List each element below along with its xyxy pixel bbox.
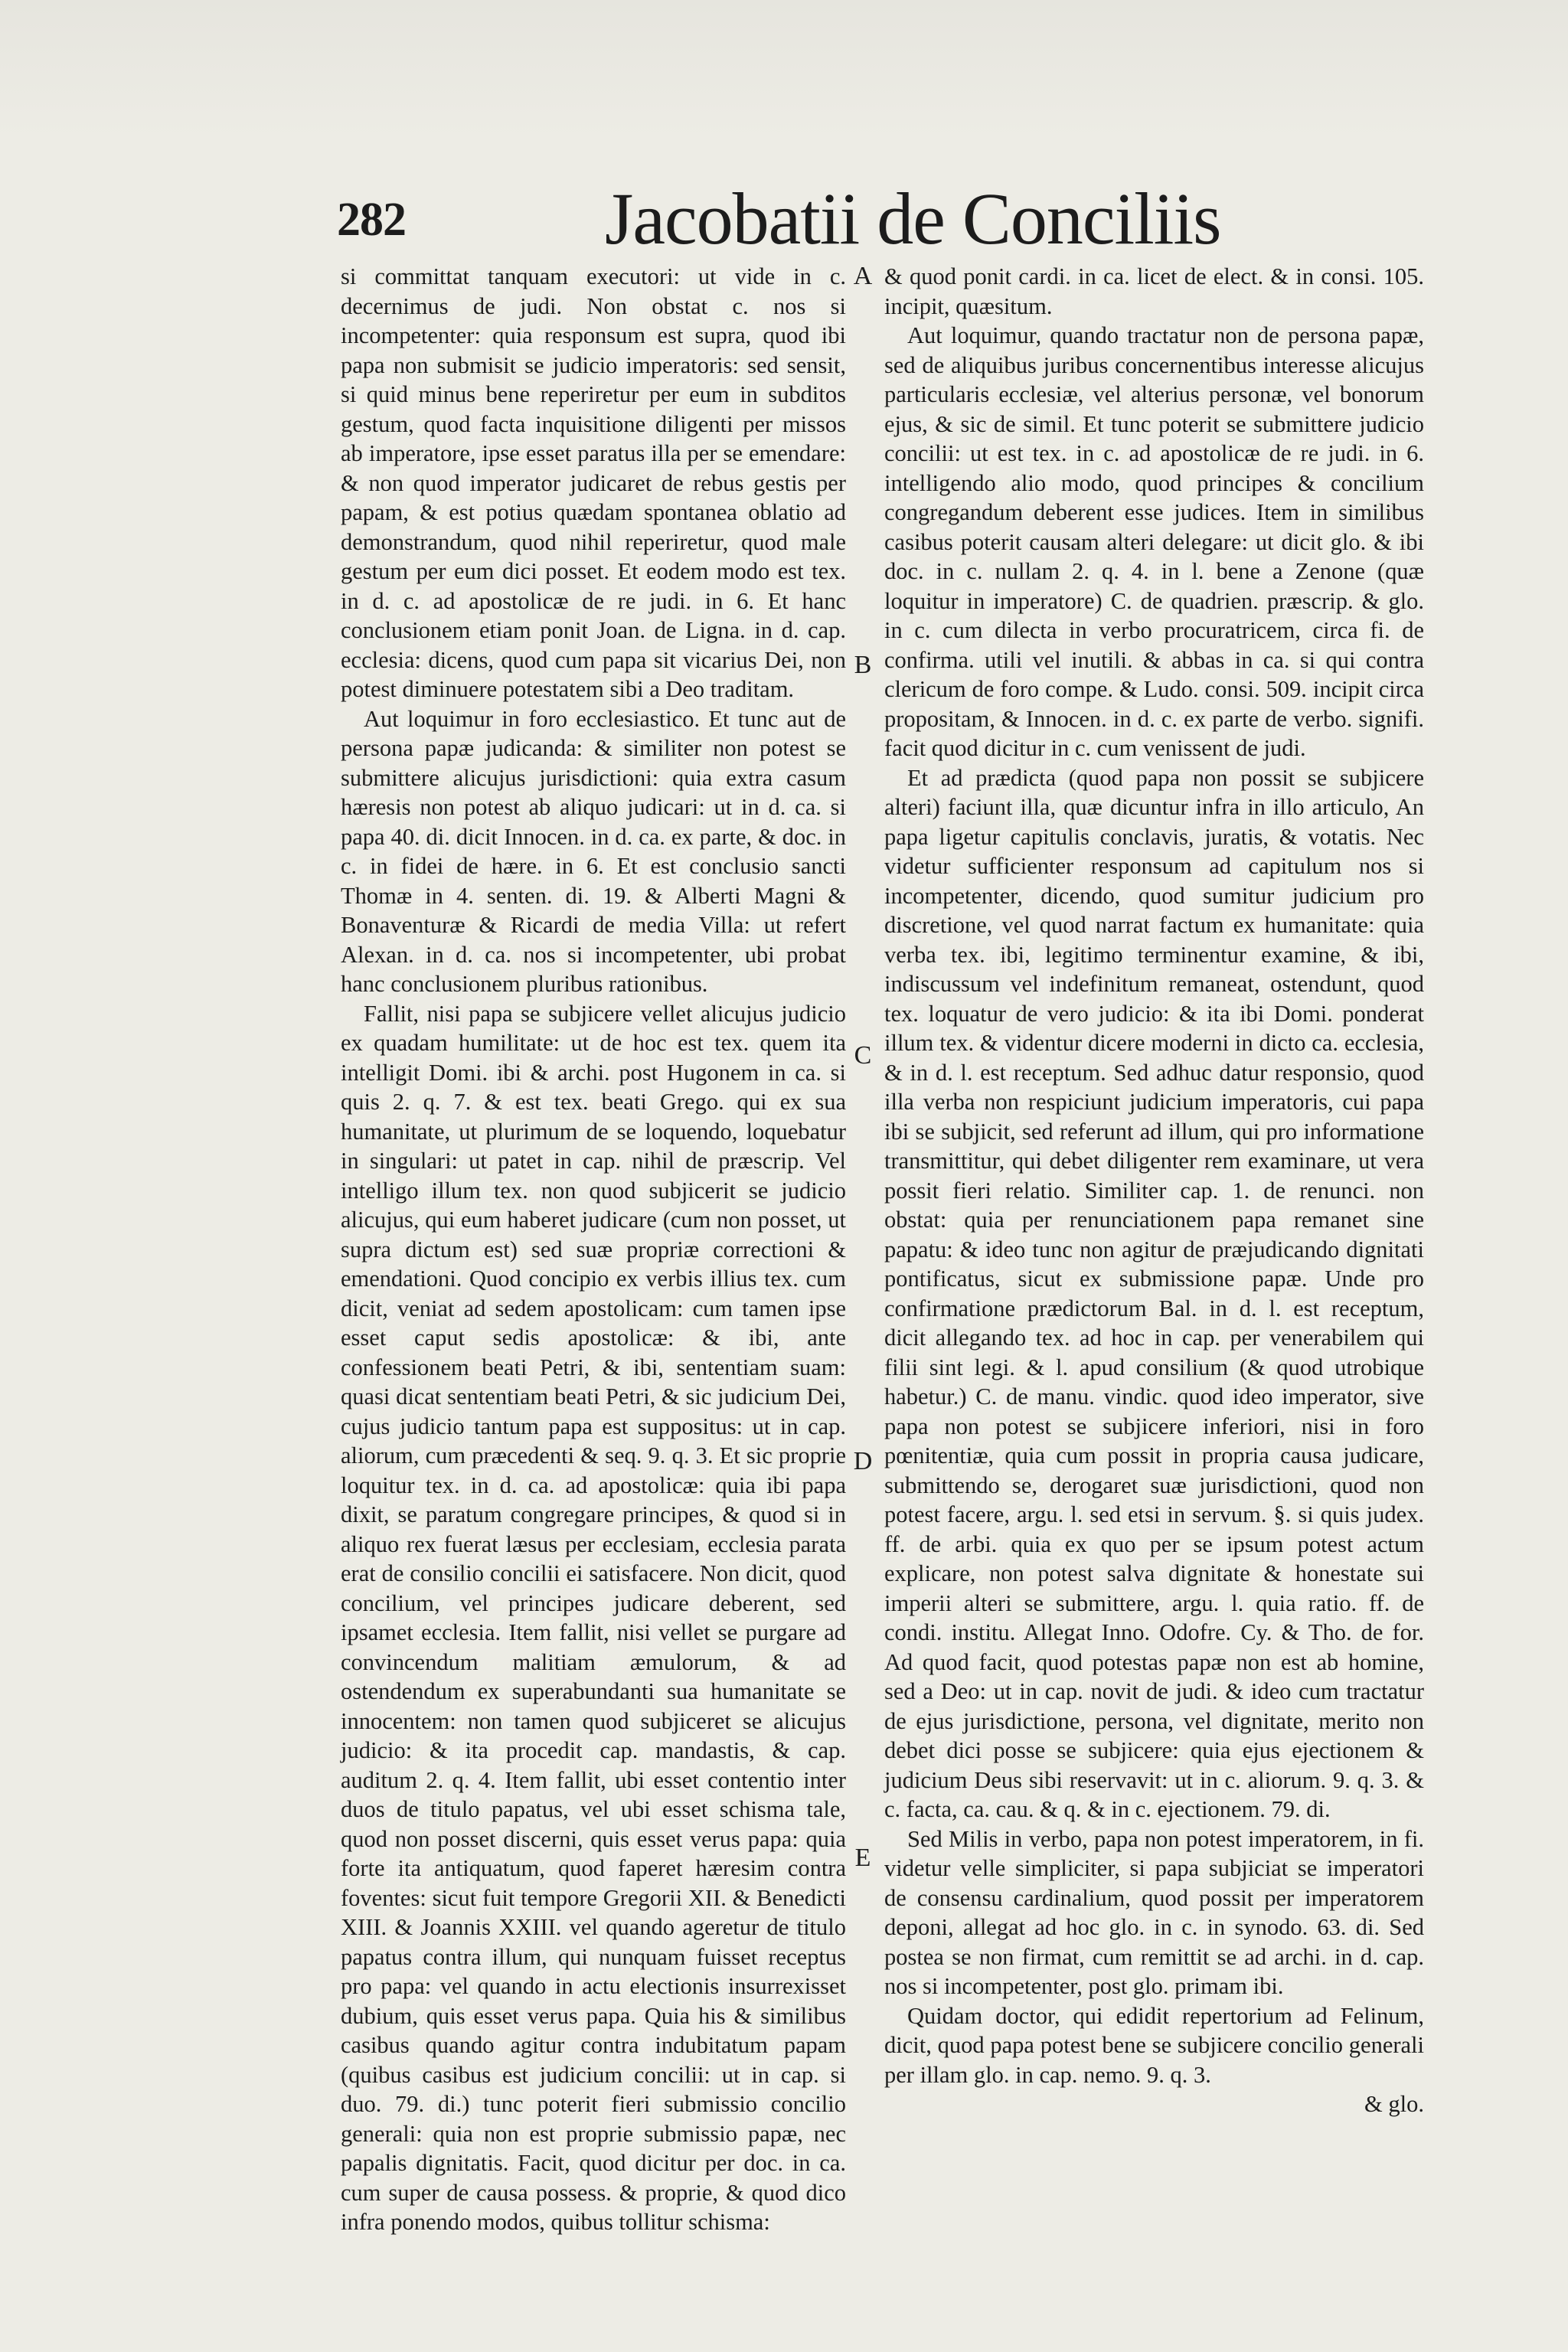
paragraph: Et ad prædicta (quod papa non possit se subjicere alteri) faciunt illa, quæ dicuntur infra in illo articulo, An papa ligetur capitulis conclavis, juratis, & votatis. Nec videtur sufficienter responsum ad capitulum nos si incompetenter, dicendo, quod sumitur judicium pro discretione, vel quod narrat factum ex humanitate: quia verba tex. ibi, legitimo terminentur examine, & ibi, indiscussum vel indefinitum remaneat, ostendunt, quod tex. loquatur de vero judicio: & ita ibi Domi. ponderat illum tex. & videntur dicere moderni in dicto ca. ecclesia, & in d. l. est receptum. Sed adhuc datur responsio, quod illa verba non respiciunt judicium imperatoris, cui papa ibi se subjicit, sed referunt ad illum, qui pro informatione transmittitur, qui debet diligenter rem examinare, ut vera possit fieri relatio. Similiter cap. 1. de renunci. non obstat: quia per renunciationem papa remanet sine papatu: & ideo tunc non agitur de præjudicando dignitati pontificatus, sicut ex submissione papæ. Unde pro confirmatione prædictorum Bal. in d. l. est receptum, dicit allegando tex. ad hoc in cap. per venerabilem qui filii sint legi. & l. apud consilium (& quod utrobique habetur.) C. de manu. vindic. quod ideo imperator, sive papa non potest se subjicere inferiori, nisi in foro pœnitentiæ, quia cum possit in propria causa judicare, submittendo se, derogaret suæ jurisdictioni, quod non potest facere, argu. l. sed etsi in servum. §. si quis judex. ff. de arbi. quia ex quo per se ipsum potest actum explicare, non potest salva dignitate & honestate sui imperii alteri se submittere, argu. l. quia ratio. ff. de condi. institu. Allegat Inno. Odofre. Cy. & Tho. de for. Ad quod facit, quod potestas papæ non est ab homine, sed a Deo: ut in cap. novit de judi. & ideo cum tractatur de ejus jurisdictione, persona, vel dignitate, merito non debet dici posse se subjicere: quia ejus ejectionem & judicium Deus sibi reservavit: ut in c. aliorum. 9. q. 3. & c. facta, ca. cau. & q. & in c. ejectionem. 79. di.: [884, 764, 1424, 1822]
paragraph: Aut loquimur, quando tractatur non de persona papæ, sed de aliquibus juribus concernentibus interesse alicujus particularis ecclesiæ, vel alterius personæ, vel bonorum ejus, & sic de simil. Et tunc poterit se submittere judicio concilii: ut est tex. in c. ad apostolicæ de re judi. in 6. intelligendo alio modo, quod principes & concilium congregandum deberent esse judices. Item in similibus casibus poterit causam alteri delegare: ut dicit glo. & ibi doc. in c. nullam 2. q. 4. in l. bene a Zenone (quæ loquitur in imperatore) C. de quadrien. præscrip. & glo. in c. cum dilecta in verbo procuratricem, circa fi. de confirma. utili vel inutili. & abbas in ca. si qui contra clericum de foro compe. & Ludo. consi. 509. incipit circa propositam, & Innocen. in d. c. ex parte de verbo. signifi. facit quod dicitur in c. cum venissent de judi.: [884, 322, 1424, 761]
paragraph: si committat tanquam executori: ut vide in c. decernimus de judi. Non obstat c. nos si incompetenter: quia responsum est supra, quod ibi papa non submisit se judicio imperatoris: sed sensit, si quid minus bene reperiretur per eum in subditos gestum, quod facta inquisitione diligenti per missos ab imperatore, ipse esset paratus illa per se emendare: & non quod imperator judicaret de rebus gestis per papam, & est potius quædam spontanea oblatio ad demonstrandum, quod nihil reperiretur, quod male gestum per eum dici posset. Et eodem modo est tex. in d. c. ad apostolicæ de re judi. in 6. Et hanc conclusionem etiam ponit Joan. de Ligna. in d. cap. ecclesia: dicens, quod cum papa sit vicarius Dei, non potest diminuere potestatem sibi a Deo traditam.: [341, 263, 846, 702]
margin-marker-a: A: [853, 262, 873, 290]
margin-marker-e: E: [854, 1844, 871, 1872]
running-title: Jacobatii de Conciliis: [605, 178, 1221, 260]
page-top-shadow: [0, 0, 1568, 138]
paragraph: Sed Milis in verbo, papa non potest imperatorem, in fi. videtur velle simpliciter, si papa subjiciat se imperatori de consensu cardinalium, quod possit per imperatorem deponi, allegat ad hoc glo. in c. in synodo. 63. di. Sed postea se non firmat, cum remittit se ad archi. in d. cap. nos si incompetenter, post glo. primam ibi.: [884, 1825, 1424, 1999]
catchword: & glo.: [1364, 2091, 1424, 2117]
margin-marker-b: B: [854, 651, 872, 679]
right-column: [884, 262, 1424, 2119]
left-column: [341, 262, 846, 2237]
page-header: [337, 176, 1409, 268]
page-number: 282: [337, 194, 406, 246]
paragraph: & quod ponit cardi. in ca. licet de elect. & in consi. 105. incipit, quæsitum.: [884, 263, 1424, 319]
margin-marker-c: C: [854, 1041, 872, 1070]
paragraph: Quidam doctor, qui edidit repertorium ad Felinum, dicit, quod papa potest bene se subjicere concilio generali per illam glo. in cap. nemo. 9. q. 3.: [884, 2002, 1424, 2088]
paragraph: Fallit, nisi papa se subjicere vellet alicujus judicio ex quadam humilitate: ut de hoc est tex. quem ita intelligit Domi. ibi & archi. post Hugonem in ca. si quis 2. q. 7. & est tex. beati Grego. qui ex sua humanitate, ut plurimum de se loquendo, loquebatur in singulari: ut patet in cap. nihil de præscrip. Vel intelligo illum tex. non quod subjicerit se judicio alicujus, qui eum haberet judicare (cum non posset, ut supra dictum est) sed suæ propriæ correctioni & emendationi. Quod concipio ex verbis illius tex. cum dicit, veniat ad sedem apostolicam: cum tamen ipse esset caput sedis apostolicæ: & ibi, ante confessionem beati Petri, & ibi, sententiam suam: quasi dicat sententiam beati Petri, & sic judicium Dei, cujus judicio tantum papa est suppositus: ut in cap. aliorum, cum præcedenti & seq. 9. q. 3. Et sic proprie loquitur tex. in d. ca. ad apostolicæ: quia ibi papa dixit, se paratum congregare principes, & quod si in aliquo rex fuerat læsus per ecclesiam, ecclesia parata erat de consilio concilii ei satisfacere. Non dicit, quod concilium, vel principes judicare deberent, sed ipsamet ecclesia. Item fallit, nisi vellet se purgare ad convincendum malitiam æmulorum, & ad ostendendum ex superabundanti sua humanitate se innocentem: non tamen quod subjiceret se alicujus judicio: & ita procedit cap. mandastis, & cap. auditum 2. q. 4. Item fallit, ubi esset contentio inter duos de titulo papatus, vel ubi esset schisma tale, quod non posset discerni, quis esset verus papa: quia forte ita antiquatum, quod faperet hæresim contra foventes: sicut fuit tempore Gregorii XII. & Benedicti XIII. & Joannis XXIII. vel quando ageretur de titulo papatus contra illum, qui nunquam fuisset receptus pro papa: vel quando in actu electionis insurrexisset dubium, quis esset verus papa. Quia his & similibus casibus quando agitur contra indubitatum papam (quibus casibus est judicium concilii: ut in cap. si duo. 79. di.) tunc poterit fieri submissio concilio generali: quia non est proprie submissio papæ, nec papalis dignitatis. Facit, quod dicitur per doc. in ca. cum super de causa possess. & proprie, & quod dico infra ponendo modos, quibus tollitur schisma:: [341, 1000, 846, 2235]
margin-marker-d: D: [853, 1447, 873, 1475]
paragraph: Aut loquimur in foro ecclesiastico. Et tunc aut de persona papæ judicanda: & similiter non potest se submittere alicujus jurisdictioni: quia extra casum hæresis non potest ab aliquo judicari: ut in d. ca. si papa 40. di. dicit Innocen. in d. ca. ex parte, & doc. in c. in fidei de hære. in 6. Et est conclusio sancti Thomæ in 4. senten. di. 19. & Alberti Magni & Bonaventuræ & Ricardi de media Villa: ut refert Alexan. in d. ca. nos si incompetenter, ubi probat hanc conclusionem pluribus rationibus.: [341, 705, 846, 997]
